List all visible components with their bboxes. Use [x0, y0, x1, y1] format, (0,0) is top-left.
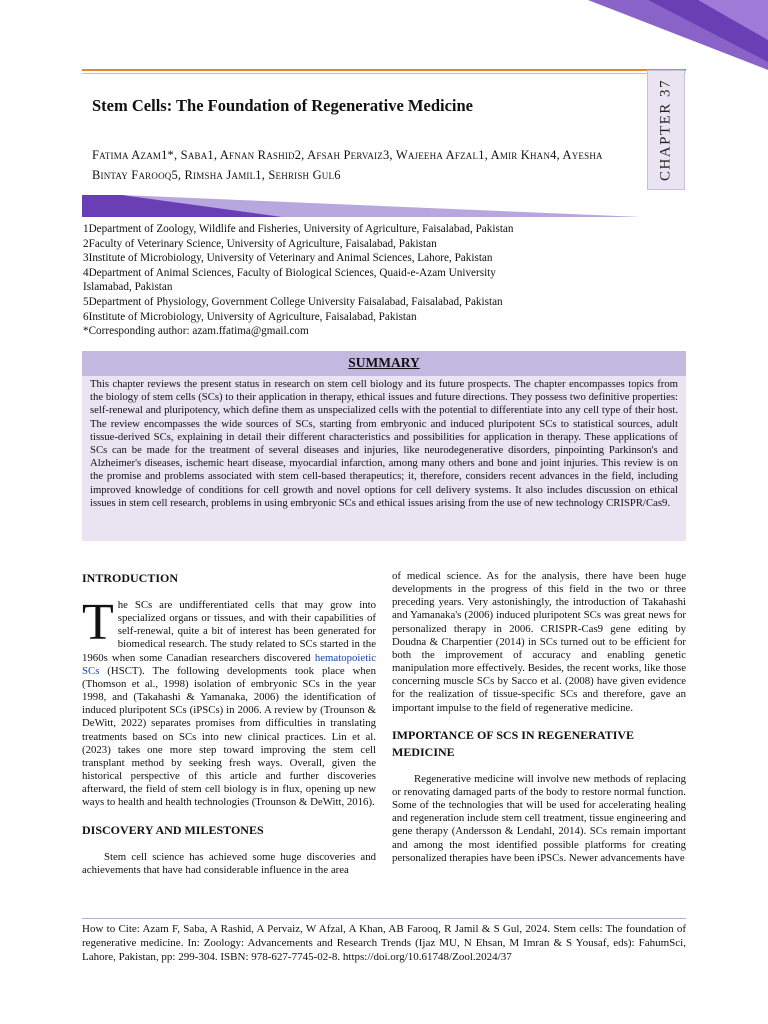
introduction-text-a: he SCs are undifferentiated cells that may grow into specialized organs or tissues, and with their capabilities of self-renewal, quite a bit of interest has been generated for biomedical research. The study related to SCs started in the 1960s when some Canadian researchers discovered [82, 599, 376, 664]
affiliation-5: 5Department of Physiology, Government College University Faisalabad, Faisalabad, Pakistan [83, 295, 503, 308]
top-rule-thin [82, 73, 686, 74]
left-column [82, 570, 376, 877]
continuation-paragraph: of medical science. As for the analysis, there have been huge developments in the progress of this field in the two or three preceding years. Very astonishingly, the introduction of Takahashi and Yamanaka's (2006) induced pluripotent SCs was great news for personalized therapy in 2006. CRISPR-Cas9 gene editing by Doudna & Charpentier (2014) in SCs turned out to be efficient for both the improvement of accuracy and enabling genetic manipulation more effectively. Besides, the recent works, like those concerning muscle SCs by Sacco et al. (2008) have given evidence for the realization of tissue-specific SCs and therefore, gave an important impulse to the field of regenerative medicine. [392, 570, 686, 714]
paper-title: Stem Cells: The Foundation of Regenerative Medicine [92, 96, 473, 115]
chapter-label: CHAPTER 37 [657, 78, 674, 182]
affiliation-wedge-decoration [82, 193, 642, 217]
importance-heading: IMPORTANCE OF SCS IN REGENERATIVE MEDICINE [392, 727, 635, 759]
introduction-paragraph [82, 594, 376, 810]
introduction-heading: INTRODUCTION [82, 571, 179, 585]
corner-decoration [448, 0, 768, 70]
affiliation-6: 6Institute of Microbiology, University of Agriculture, Faisalabad, Pakistan [83, 310, 417, 323]
corresponding-author: *Corresponding author: azam.ffatima@gmail.com [83, 325, 309, 338]
hematopoietic-link[interactable]: hematopoietic SCs [82, 651, 376, 677]
how-to-cite: How to Cite: Azam F, Saba, A Rashid, A Pervaiz, W Afzal, A Khan, AB Farooq, R Jamil & S Gul, 2024. Stem cells: The foundation of regenerative medicine. In: Zoology: Advancements and Research Trends (Ijaz MU, N Ehsan, M Imran & S Yousaf, eds): FahumSci, Lahore, Pakistan, pp: 299-304. ISBN: 978-627-7745-02-8. https://doi.org/10.61748/Zool.2024/37 [82, 923, 686, 963]
affiliation-2: 2Faculty of Veterinary Science, University of Agriculture, Faisalabad, Pakistan [83, 237, 437, 250]
chapter-tab [647, 70, 685, 190]
summary-header [82, 351, 686, 376]
affiliation-1: 1Department of Zoology, Wildlife and Fisheries, University of Agriculture, Faisalabad, Pakistan [83, 223, 514, 235]
discovery-heading: DISCOVERY AND MILESTONES [82, 822, 264, 837]
summary-heading: SUMMARY [348, 355, 420, 370]
affiliation-3: 3Institute of Microbiology, University of Veterinary and Animal Sciences, Lahore, Pakistan [83, 252, 493, 265]
discovery-paragraph: Stem cell science has achieved some huge discoveries and achievements that have had considerable influence in the area [82, 850, 376, 876]
importance-paragraph: Regenerative medicine will involve new methods of replacing or renovating damaged parts of the body to restore normal function. Some of the technologies that will be used for accelerating healing and regeneration include stem cell treatment, tissue engineering and gene therapy (Andersson & Lendahl, 2014). SCs remain important and among the most identified possible platforms for creating personalized therapies have been iPSCs. Newer advancements have [392, 772, 686, 864]
author-line-1: Fatima Azam1*, Saba1, Afnan Rashid2, Afsah Pervaiz3, Wajeeha Afzal1, Amir Khan4, Ayesha [92, 148, 603, 162]
author-line-2: Bintay Farooq5, Rimsha Jamil1, Sehrish Gul6 [92, 168, 341, 182]
top-rule [82, 69, 686, 71]
affiliation-4: 4Department of Animal Sciences, Faculty of Biological Sciences, Quaid-e-Azam University Islamabad, Pakistan [83, 266, 496, 294]
affiliations [83, 222, 543, 339]
drop-cap: T [82, 594, 114, 651]
introduction-text-b: (HSCT). The following developments took place when (Thomson et al., 1998) isolation of embryonic SCs in the year 1998, and (Takahashi & Yamanaka, 2006) the identification of induced pluripotent SCs (iPSCs) in 2006. A review by (Trounson & DeWitt, 2022) separates promises from difficulties in translating treatments based on SCs into new clinical practices. Lin et al. (2023) takes one more step toward improving the stem cell transplant method by seeking fresh ways. Overall, given the historical perspective of this article and further discoveries afterward, the field of stem cell biology is in flux, opening up new ways to health and health technologies (Trounson & DeWitt, 2016). [82, 664, 376, 809]
summary-text: This chapter reviews the present status in research on stem cell biology and its future prospects. The chapter encompasses topics from the biology of stem cells (SCs) to their application in therapy, ethical issues and future directions. They possess two definitive properties: self-renewal and pluripotency, which define them as unspecialized cells with the potential to differentiate into any cell type of their host. The review encompasses the wide sources of SCs, starting from embryonic and induced pluripotent SCs to statistical sources, adult tissue-derived SCs, explaining in detail their different characteristics and possibilities for application in therapy. These applications of SCs can be made for the treatment of several diseases and injuries, like neurodegenerative disorders, pinpointing Parkinson's and Alzheimer's diseases, ischemic heart disease, myocardial infarction, among many others and bone and joint injuries. This review is on the promise and problems associated with stem cell-based therapeutics; it, therefore, considers recent advances in the field, including improved knowledge of conditions for cell growth and novel options for cell delivery systems. It also includes discussion on ethical issues in stem cell research, problems in using embryonic SCs and ethical issues arising from the use of new technology CRISPR/Cas9. [82, 376, 686, 541]
author-list [92, 145, 637, 185]
right-column [392, 570, 686, 865]
citation-rule [82, 918, 686, 919]
